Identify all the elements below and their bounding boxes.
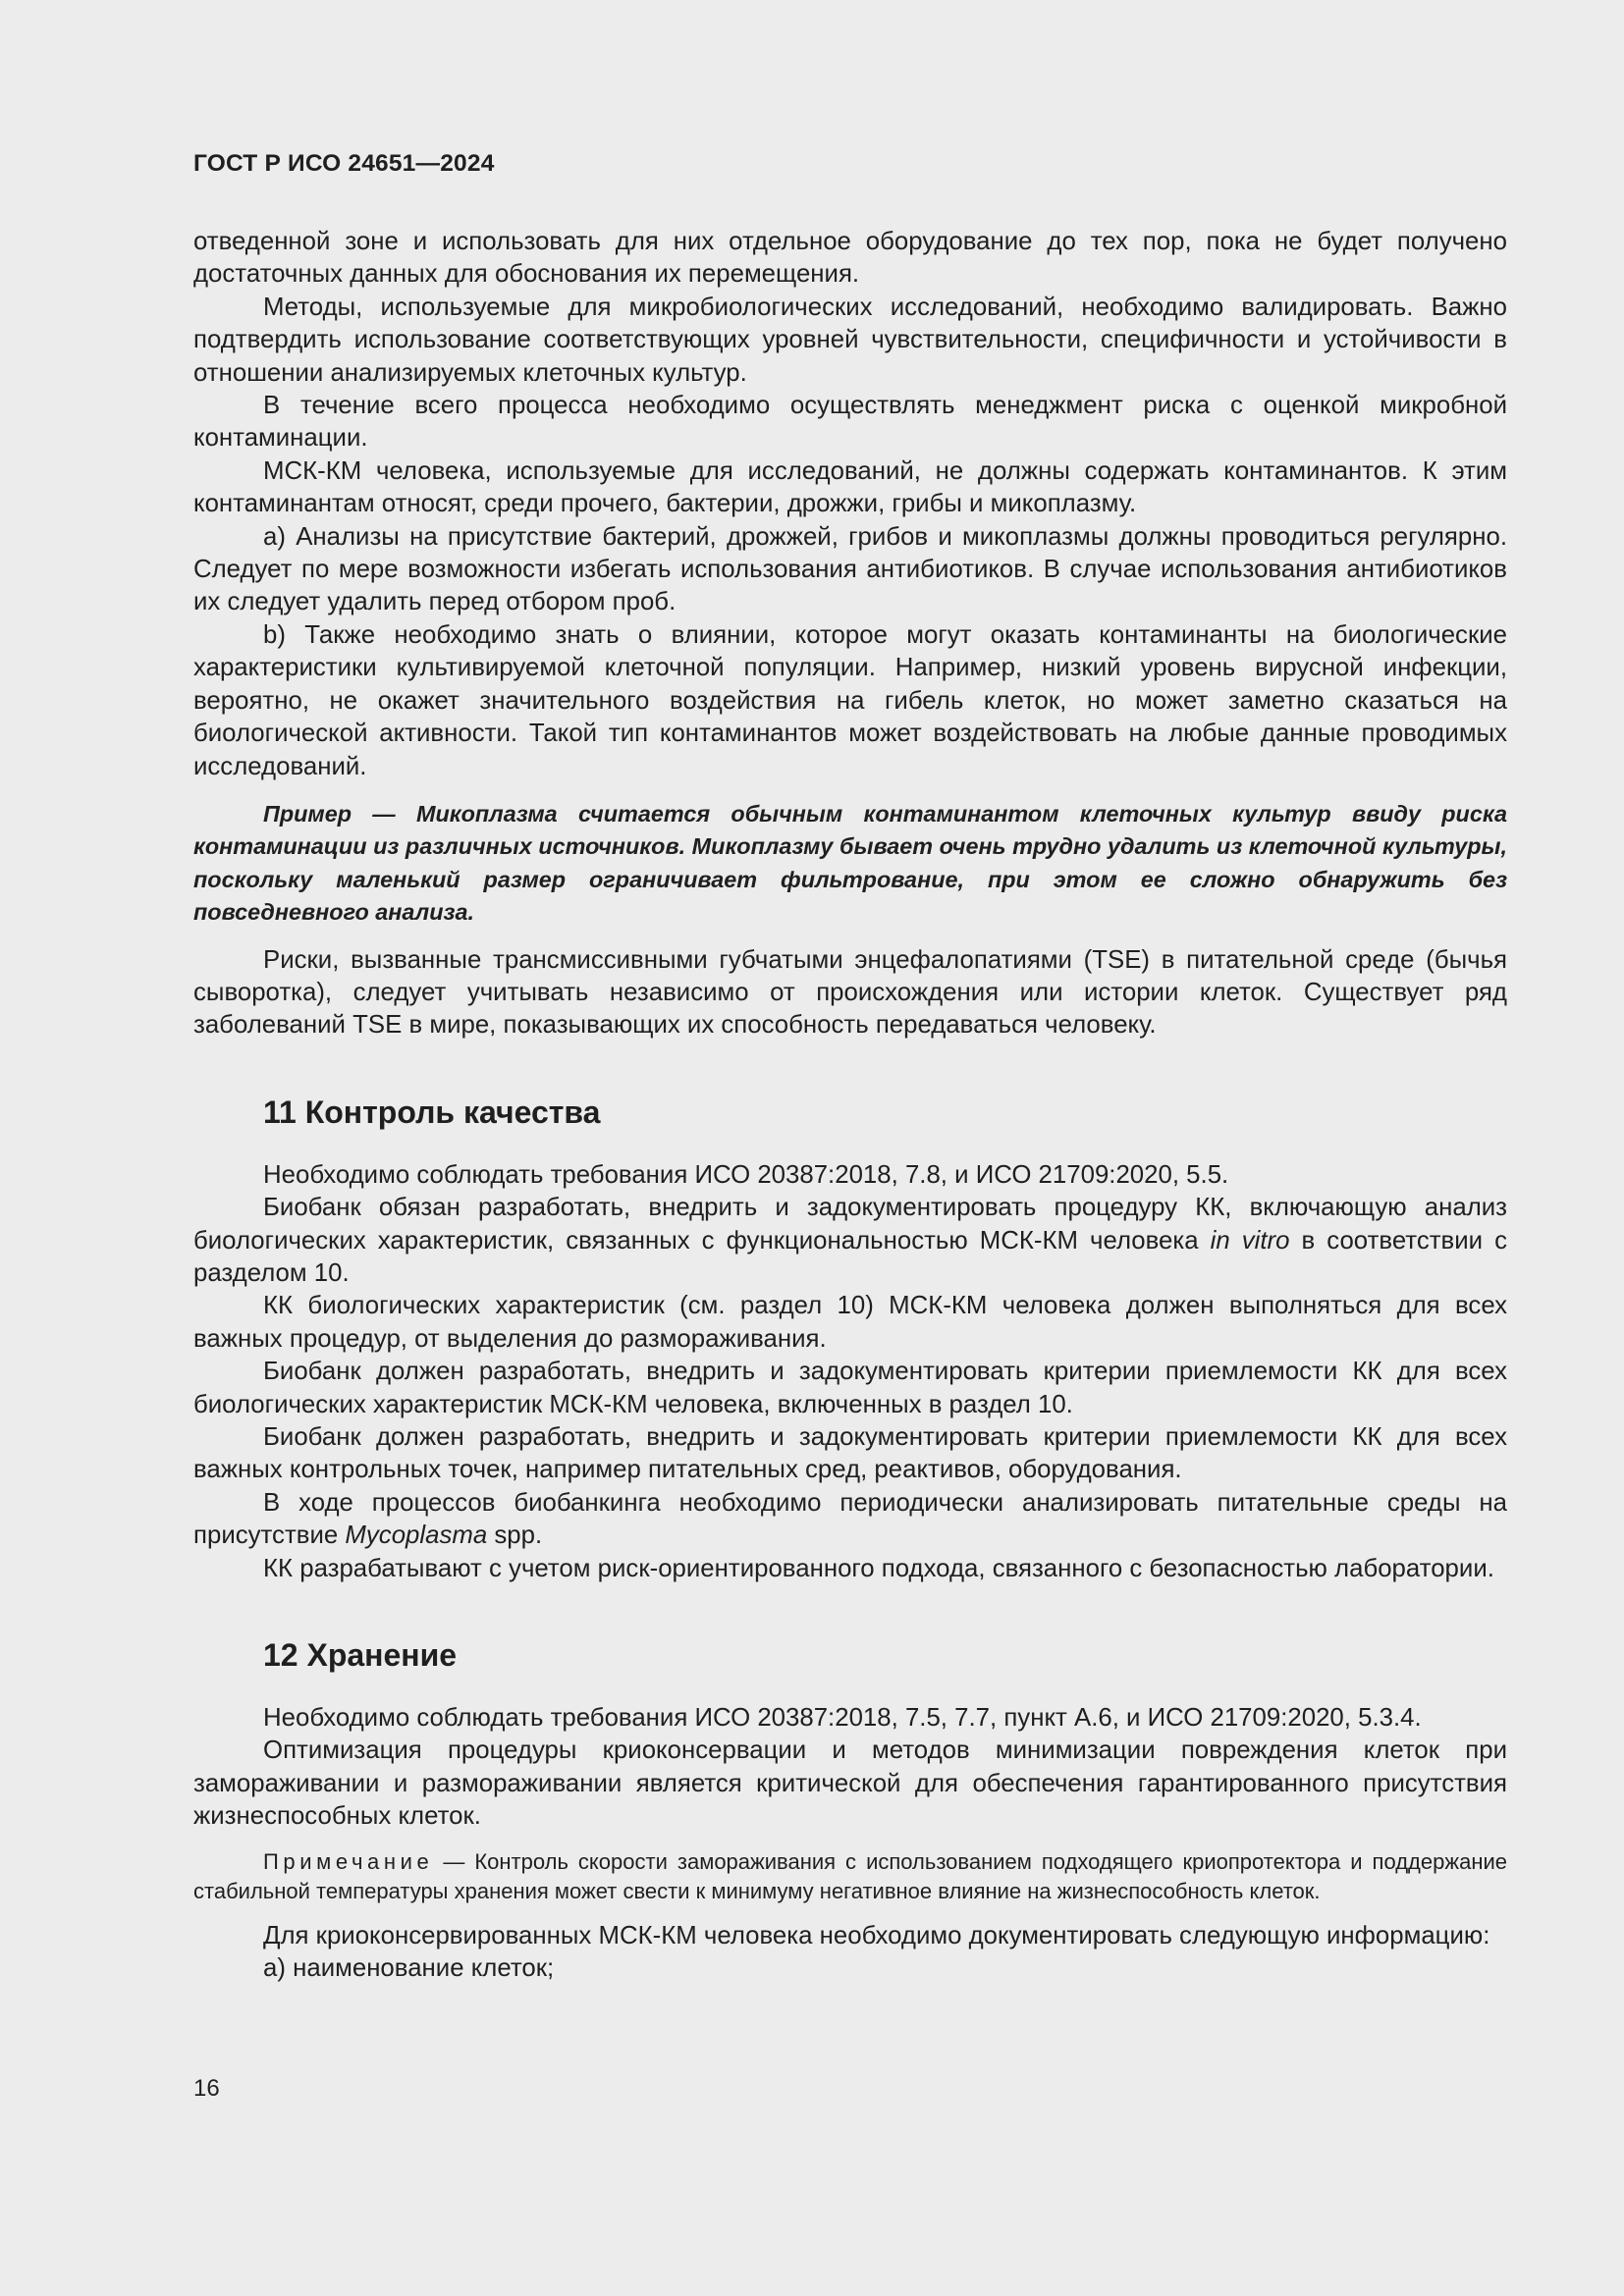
note-text: — Контроль скорости замораживания с использованием подходящего криопротектора и поддержание стабильной температуры хранения может свести к минимуму негативное влияние на жизнеспособность клеток. <box>193 1848 1507 1903</box>
document-body <box>193 226 1507 1985</box>
text-run: в соответствии с разделом 10. <box>193 1226 1508 1287</box>
paragraph-methods-validation: Методы, используемые для микробиологических исследований, необходимо валидировать. Важно подтвердить использование соответствующих уровней чувствительности, специфичности и устойчивости в отношении анализируемых клеточных культур. <box>193 293 1507 387</box>
section-11-heading: 11 Контроль качества <box>263 1094 601 1130</box>
section-11-paragraph: КК биологических характеристик (см. раздел 10) МСК-КМ человека должен выполняться для всех важных процедур, от выделения до размораживания. <box>193 1292 1507 1353</box>
text-run: spp. <box>487 1522 543 1550</box>
list-item-a: a) наименование клеток; <box>263 1954 555 1983</box>
list-item-a: a) Анализы на присутствие бактерий, дрожжей, грибов и микоплазмы должны проводиться регулярно. Следует по мере возможности избегать использования антибиотиков. В случае использования антибиотиков их следует удалить перед отбором проб. <box>193 522 1507 616</box>
section-11-paragraph: Биобанк должен разработать, внедрить и задокументировать критерии приемлемости КК для всех важных контрольных точек, например питательных сред, реактивов, оборудования. <box>193 1423 1507 1484</box>
text-run: Биобанк обязан разработать, внедрить и задокументировать процедуру КК, включающую анализ биологических характеристик, связанных с функциональностью МСК-КМ человека <box>193 1194 1507 1255</box>
section-12-paragraph: Необходимо соблюдать требования ИСО 20387:2018, 7.5, 7.7, пункт А.6, и ИСО 21709:2020, 5.3.4. <box>263 1704 1422 1733</box>
section-11-paragraph: Биобанк должен разработать, внедрить и задокументировать критерии приемлемости КК для всех биологических характеристик МСК-КМ человека, включенных в раздел 10. <box>193 1358 1507 1418</box>
paragraph-contaminants: МСК-КМ человека, используемые для исследований, не должны содержать контаминантов. К этим контаминантам относят, среди прочего, бактерии, дрожжи, грибы и микоплазму. <box>193 456 1507 518</box>
section-12-paragraph: Для криоконсервированных МСК-КМ человека необходимо документировать следующую информацию: <box>263 1921 1490 1949</box>
paragraph-tse: Риски, вызванные трансмиссивными губчатыми энцефалопатиями (TSE) в питательной среде (бычья сыворотка), следует учитывать независимо от происхождения или истории клеток. Существует ряд заболеваний TSE в мире, показывающих их способность передаваться человеку. <box>193 945 1507 1040</box>
note-label: Примечание <box>263 1848 434 1874</box>
section-11-paragraph <box>193 1487 1507 1553</box>
section-11-paragraph: Необходимо соблюдать требования ИСО 20387:2018, 7.8, и ИСО 21709:2020, 5.5. <box>263 1160 1229 1189</box>
document-header: ГОСТ Р ИСО 24651—2024 <box>193 150 495 177</box>
list-item-b: b) Также необходимо знать о влиянии, которое могут оказать контаминанты на биологические характеристики культивируемой клеточной популяции. Например, низкий уровень вирусной инфекции, вероятно, не окажет значительного воздействия на гибель клеток, но может заметно сказаться на биологической активности. Такой тип контаминантов может воздействовать на любые данные проводимых исследований. <box>193 620 1507 780</box>
section-12-heading: 12 Хранение <box>263 1637 458 1674</box>
section-11-paragraph <box>193 1192 1507 1290</box>
document-page <box>193 0 1507 2296</box>
section-11-paragraph: КК разрабатывают с учетом риск-ориентированного подхода, связанного с безопасностью лаборатории. <box>263 1554 1494 1582</box>
italic-term: Mycoplasma <box>345 1522 488 1550</box>
italic-term: in vitro <box>1210 1226 1290 1255</box>
text-run: В ходе процессов биобанкинга необходимо периодически анализировать питательные среды на присутствие <box>193 1488 1507 1550</box>
example-note: Пример — Микоплазма считается обычным контаминантом клеточных культур ввиду риска контаминации из различных источников. Микоплазму бывает очень трудно удалить из клеточной культуры, поскольку маленький размер ограничивает фильтрование, при этом ее сложно обнаружить без повседневного анализа. <box>193 800 1507 926</box>
note <box>193 1847 1507 1906</box>
section-12-paragraph: Оптимизация процедуры криоконсервации и методов минимизации повреждения клеток при замораживании и размораживании является критической для обеспечения гарантированного присутствия жизнеспособных клеток. <box>193 1736 1507 1831</box>
paragraph-risk-management: В течение всего процесса необходимо осуществлять менеджмент риска с оценкой микробной контаминации. <box>193 392 1507 453</box>
page-number: 16 <box>193 2075 220 2102</box>
paragraph-continuation: отведенной зоне и использовать для них отдельное оборудование до тех пор, пока не будет получено достаточных данных для обоснования их перемещения. <box>193 228 1507 289</box>
